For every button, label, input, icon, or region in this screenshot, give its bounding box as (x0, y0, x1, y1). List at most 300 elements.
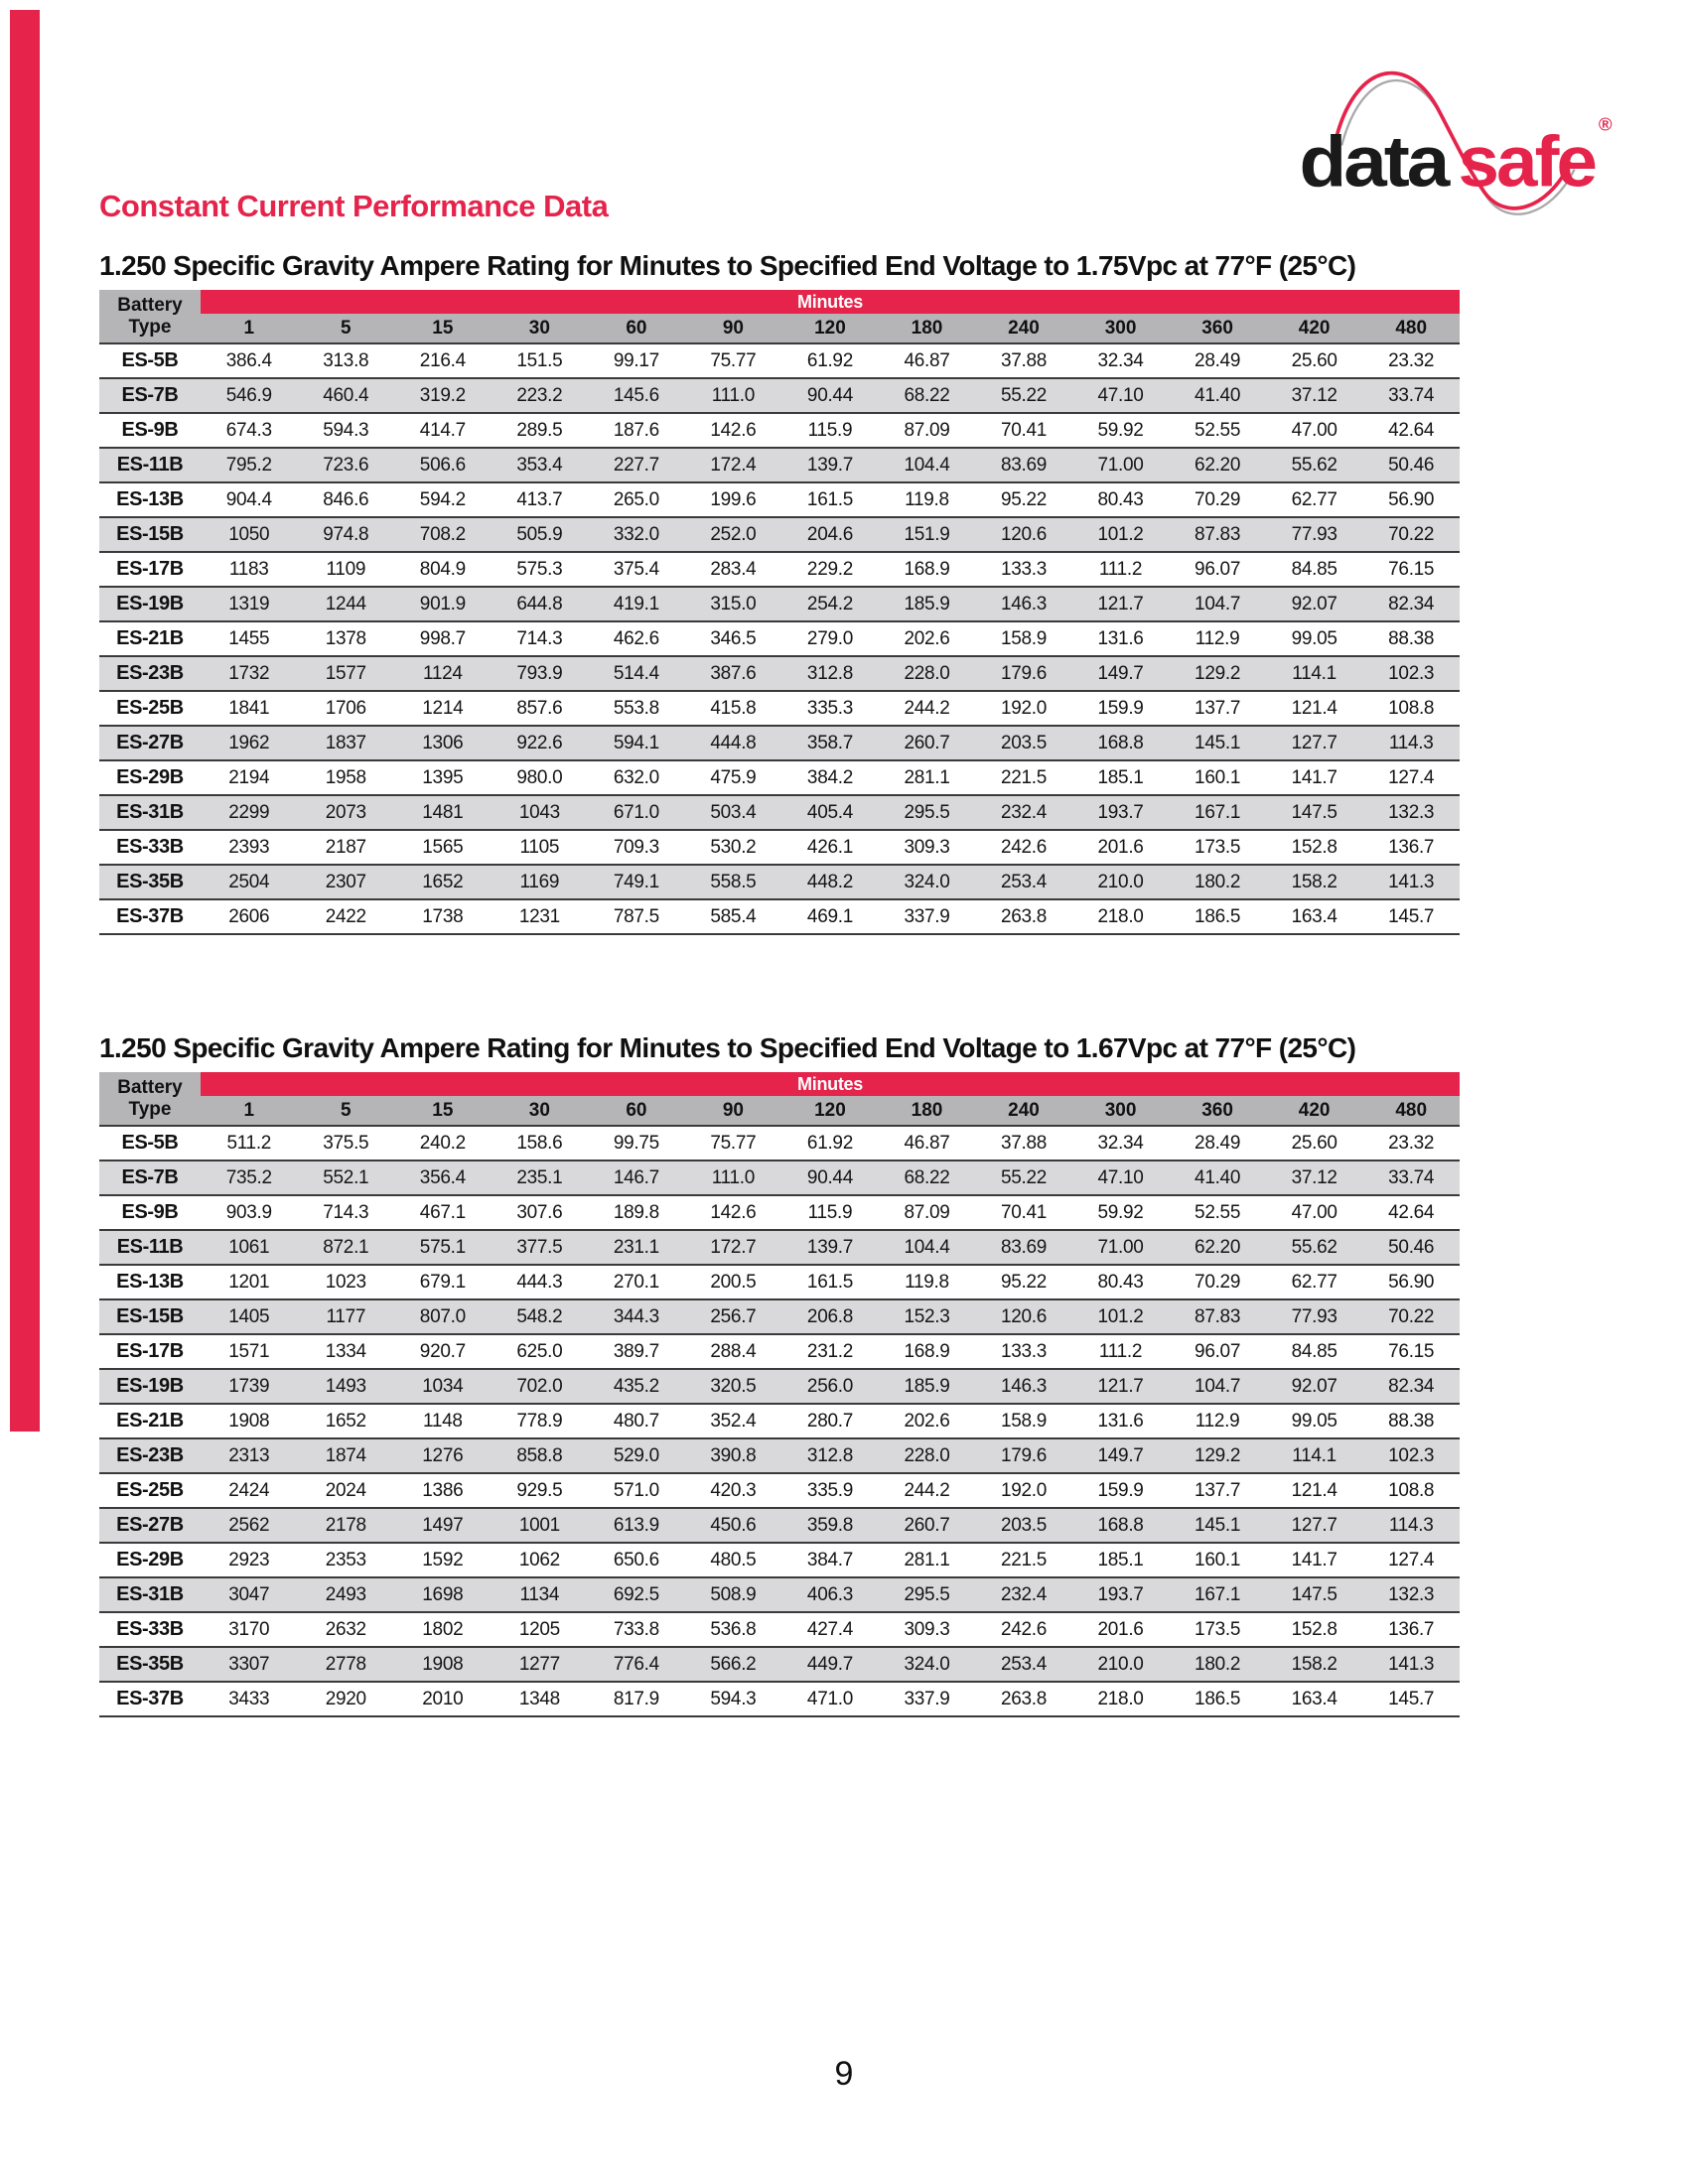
col-header-360-min: 360 (1169, 1096, 1266, 1126)
value-cell: 201.6 (1097, 836, 1144, 858)
value-cell: 594.1 (613, 732, 659, 753)
table-row (99, 1230, 1460, 1265)
value-cell: 25.60 (1291, 349, 1337, 371)
col-header-15-min: 15 (394, 1096, 492, 1126)
value-cell: 356.4 (419, 1166, 466, 1188)
battery-type-cell: ES-37B (116, 1688, 184, 1709)
col-header-1-min: 1 (201, 314, 298, 343)
value-cell: 444.8 (710, 732, 757, 753)
value-cell: 256.0 (806, 1375, 853, 1397)
value-cell: 180.2 (1195, 1653, 1241, 1675)
table-row (99, 1682, 1460, 1716)
value-cell: 192.0 (1000, 1479, 1048, 1501)
battery-type-cell: ES-25B (116, 697, 184, 719)
battery-type-header (99, 290, 201, 343)
col-header-180-min: 180 (879, 1096, 976, 1126)
value-cell: 172.4 (710, 454, 757, 476)
header-row-group (99, 290, 1460, 314)
table-row (99, 1577, 1460, 1612)
value-cell: 1405 (228, 1305, 270, 1327)
value-cell: 179.6 (1000, 1444, 1048, 1466)
value-cell: 131.6 (1097, 1410, 1144, 1432)
value-cell: 101.2 (1097, 523, 1144, 545)
value-cell: 929.5 (516, 1479, 563, 1501)
value-cell: 23.32 (1388, 1132, 1435, 1154)
value-cell: 858.8 (516, 1444, 563, 1466)
value-cell: 980.0 (516, 766, 563, 788)
value-cell: 33.74 (1388, 1166, 1435, 1188)
value-cell: 471.0 (806, 1688, 853, 1709)
table-row (99, 865, 1460, 899)
value-cell: 47.00 (1291, 419, 1337, 441)
value-cell: 1134 (519, 1583, 560, 1605)
value-cell: 2632 (325, 1618, 366, 1640)
value-cell: 692.5 (613, 1583, 659, 1605)
value-cell: 71.00 (1097, 1236, 1144, 1258)
value-cell: 119.8 (905, 488, 949, 510)
value-cell: 553.8 (613, 697, 659, 719)
value-cell: 111.0 (711, 384, 756, 406)
value-cell: 1837 (325, 732, 366, 753)
table-row (99, 517, 1460, 552)
value-cell: 141.7 (1291, 1549, 1337, 1570)
col-header-240-min: 240 (975, 314, 1072, 343)
value-cell: 25.60 (1291, 1132, 1337, 1154)
col-header-5-min: 5 (298, 1096, 395, 1126)
value-cell: 96.07 (1195, 558, 1241, 580)
value-cell: 575.3 (516, 558, 563, 580)
value-cell: 974.8 (323, 523, 369, 545)
performance-table-167vpc (99, 1072, 1460, 1717)
value-cell: 2194 (228, 766, 270, 788)
col-header-300-min: 300 (1072, 1096, 1170, 1126)
value-cell: 76.15 (1388, 558, 1435, 580)
table-row (99, 1508, 1460, 1543)
value-cell: 1148 (422, 1410, 463, 1432)
battery-type-cell: ES-11B (116, 1236, 184, 1258)
value-cell: 548.2 (516, 1305, 563, 1327)
value-cell: 59.92 (1097, 419, 1144, 441)
value-cell: 52.55 (1195, 419, 1241, 441)
value-cell: 52.55 (1195, 1201, 1241, 1223)
value-cell: 142.6 (710, 419, 757, 441)
value-cell: 1201 (228, 1271, 270, 1293)
value-cell: 536.8 (710, 1618, 757, 1640)
value-cell: 37.88 (1000, 1132, 1048, 1154)
value-cell: 312.8 (806, 662, 853, 684)
page-number: 9 (834, 2055, 854, 2093)
value-cell: 1395 (422, 766, 464, 788)
value-cell: 920.7 (419, 1340, 466, 1362)
value-cell: 242.6 (1000, 836, 1048, 858)
value-cell: 206.8 (806, 1305, 853, 1327)
value-cell: 158.9 (1000, 627, 1048, 649)
table-row (99, 795, 1460, 830)
value-cell: 1306 (422, 732, 464, 753)
value-cell: 172.7 (710, 1236, 757, 1258)
value-cell: 235.1 (516, 1166, 563, 1188)
value-cell: 111.0 (711, 1166, 756, 1188)
value-cell: 613.9 (613, 1514, 659, 1536)
value-cell: 87.09 (904, 1201, 950, 1223)
value-cell: 263.8 (1000, 905, 1048, 927)
value-cell: 390.8 (710, 1444, 757, 1466)
table-row (99, 1438, 1460, 1473)
value-cell: 83.69 (1000, 1236, 1048, 1258)
value-cell: 55.22 (1000, 384, 1048, 406)
value-cell: 1739 (228, 1375, 270, 1397)
value-cell: 112.9 (1195, 1410, 1240, 1432)
value-cell: 1908 (422, 1653, 464, 1675)
value-cell: 137.7 (1195, 1479, 1241, 1501)
value-cell: 161.5 (806, 488, 853, 510)
value-cell: 375.4 (613, 558, 659, 580)
value-cell: 84.85 (1291, 558, 1337, 580)
value-cell: 185.9 (904, 1375, 950, 1397)
value-cell: 121.7 (1097, 1375, 1144, 1397)
value-cell: 872.1 (323, 1236, 369, 1258)
value-cell: 80.43 (1097, 488, 1144, 510)
value-cell: 187.6 (613, 419, 659, 441)
value-cell: 309.3 (904, 1618, 950, 1640)
value-cell: 1592 (422, 1549, 464, 1570)
value-cell: 449.7 (806, 1653, 853, 1675)
table-row (99, 1612, 1460, 1647)
value-cell: 136.7 (1388, 1618, 1435, 1640)
value-cell: 201.6 (1097, 1618, 1144, 1640)
battery-type-cell: ES-33B (116, 1618, 184, 1640)
value-cell: 87.83 (1195, 1305, 1241, 1327)
value-cell: 227.7 (613, 454, 659, 476)
table-row (99, 1404, 1460, 1438)
table-row (99, 1334, 1460, 1369)
value-cell: 42.64 (1388, 1201, 1435, 1223)
battery-type-cell: ES-37B (116, 905, 184, 927)
battery-type-cell: ES-19B (116, 593, 184, 614)
value-cell: 32.34 (1097, 1132, 1144, 1154)
value-cell: 733.8 (613, 1618, 659, 1640)
value-cell: 185.1 (1097, 1549, 1144, 1570)
value-cell: 625.0 (516, 1340, 563, 1362)
col-header-90-min: 90 (685, 314, 782, 343)
battery-type-cell: ES-29B (116, 1549, 184, 1570)
value-cell: 288.4 (710, 1340, 757, 1362)
value-cell: 353.4 (516, 454, 563, 476)
value-cell: 632.0 (613, 766, 659, 788)
battery-type-cell: ES-15B (116, 523, 184, 545)
battery-type-cell: ES-11B (116, 454, 184, 476)
header-row-columns (99, 1096, 1460, 1126)
value-cell: 511.2 (226, 1132, 272, 1154)
value-cell: 75.77 (710, 349, 757, 371)
value-cell: 2313 (228, 1444, 270, 1466)
value-cell: 253.4 (1000, 1653, 1048, 1675)
value-cell: 807.0 (419, 1305, 466, 1327)
value-cell: 2178 (325, 1514, 366, 1536)
value-cell: 231.2 (806, 1340, 853, 1362)
value-cell: 203.5 (1000, 732, 1048, 753)
value-cell: 55.62 (1291, 1236, 1337, 1258)
value-cell: 75.77 (710, 1132, 757, 1154)
col-header-120-min: 120 (781, 1096, 879, 1126)
value-cell: 173.5 (1195, 1618, 1241, 1640)
value-cell: 101.2 (1097, 1305, 1144, 1327)
logo-word-data: data (1299, 121, 1452, 203)
value-cell: 203.5 (1000, 1514, 1048, 1536)
value-cell: 61.92 (806, 349, 853, 371)
battery-type-cell: ES-15B (116, 1305, 184, 1327)
value-cell: 1105 (519, 836, 560, 858)
battery-type-cell: ES-35B (116, 1653, 184, 1675)
value-cell: 82.34 (1388, 1375, 1435, 1397)
value-cell: 149.7 (1097, 1444, 1144, 1466)
value-cell: 1319 (228, 593, 270, 614)
value-cell: 185.9 (904, 593, 950, 614)
value-cell: 671.0 (613, 801, 659, 823)
value-cell: 42.64 (1388, 419, 1435, 441)
value-cell: 127.7 (1291, 732, 1337, 753)
value-cell: 111.2 (1098, 1340, 1143, 1362)
value-cell: 1874 (325, 1444, 366, 1466)
value-cell: 152.8 (1291, 1618, 1337, 1640)
value-cell: 167.1 (1195, 801, 1241, 823)
table-row (99, 482, 1460, 517)
value-cell: 159.9 (1097, 697, 1144, 719)
value-cell: 281.1 (904, 1549, 950, 1570)
value-cell: 2504 (228, 871, 270, 892)
value-cell: 152.8 (1291, 836, 1337, 858)
table-title: 1.250 Specific Gravity Ampere Rating for Minutes to Specified End Voltage to 1.75Vpc at 77°F (25°C) (99, 250, 1356, 281)
header-row-columns (99, 314, 1460, 343)
table-row (99, 413, 1460, 448)
value-cell: 575.1 (419, 1236, 466, 1258)
value-cell: 229.2 (806, 558, 853, 580)
value-cell: 281.1 (904, 766, 950, 788)
value-cell: 146.3 (1000, 1375, 1048, 1397)
value-cell: 28.49 (1195, 1132, 1241, 1154)
value-cell: 186.5 (1195, 1688, 1241, 1709)
value-cell: 129.2 (1195, 1444, 1241, 1466)
value-cell: 28.49 (1195, 349, 1241, 371)
value-cell: 37.88 (1000, 349, 1048, 371)
value-cell: 193.7 (1097, 1583, 1144, 1605)
value-cell: 714.3 (516, 627, 563, 649)
table-row (99, 760, 1460, 795)
value-cell: 571.0 (613, 1479, 659, 1501)
value-cell: 158.2 (1291, 1653, 1337, 1675)
value-cell: 846.6 (323, 488, 369, 510)
value-cell: 90.44 (806, 1166, 853, 1188)
table-row (99, 1543, 1460, 1577)
value-cell: 460.4 (323, 384, 369, 406)
value-cell: 1962 (228, 732, 270, 753)
table-row (99, 378, 1460, 413)
table-row (99, 621, 1460, 656)
value-cell: 414.7 (419, 419, 466, 441)
value-cell: 104.7 (1195, 1375, 1241, 1397)
value-cell: 1802 (422, 1618, 464, 1640)
value-cell: 47.10 (1097, 384, 1144, 406)
value-cell: 221.5 (1000, 766, 1048, 788)
battery-type-cell: ES-9B (121, 1201, 179, 1223)
battery-type-cell: ES-13B (116, 488, 184, 510)
battery-type-cell: ES-25B (116, 1479, 184, 1501)
value-cell: 1481 (422, 801, 464, 823)
value-cell: 152.3 (904, 1305, 950, 1327)
value-cell: 1244 (325, 593, 366, 614)
value-cell: 80.43 (1097, 1271, 1144, 1293)
value-cell: 1386 (422, 1479, 464, 1501)
value-cell: 320.5 (710, 1375, 757, 1397)
value-cell: 735.2 (225, 1166, 272, 1188)
value-cell: 1378 (325, 627, 366, 649)
table-row (99, 552, 1460, 587)
value-cell: 260.7 (904, 732, 950, 753)
value-cell: 55.22 (1000, 1166, 1048, 1188)
value-cell: 448.2 (806, 871, 853, 892)
col-header-60-min: 60 (588, 314, 685, 343)
value-cell: 450.6 (710, 1514, 757, 1536)
value-cell: 776.4 (613, 1653, 659, 1675)
table-row (99, 899, 1460, 934)
value-cell: 1205 (518, 1618, 560, 1640)
value-cell: 70.29 (1195, 1271, 1241, 1293)
battery-type-cell: ES-7B (121, 384, 179, 406)
battery-type-cell: ES-27B (116, 1514, 184, 1536)
value-cell: 462.6 (613, 627, 659, 649)
value-cell: 139.7 (806, 454, 853, 476)
value-cell: 444.3 (516, 1271, 563, 1293)
value-cell: 111.2 (1098, 558, 1143, 580)
value-cell: 88.38 (1388, 1410, 1435, 1432)
table-section-167vpc (99, 1032, 1462, 1717)
value-cell: 46.87 (904, 1132, 950, 1154)
value-cell: 1276 (422, 1444, 464, 1466)
value-cell: 218.0 (1097, 1688, 1144, 1709)
value-cell: 32.34 (1097, 349, 1144, 371)
value-cell: 508.9 (710, 1583, 757, 1605)
value-cell: 346.5 (710, 627, 757, 649)
value-cell: 145.1 (1195, 732, 1241, 753)
value-cell: 1062 (518, 1549, 560, 1570)
value-cell: 903.9 (225, 1201, 272, 1223)
value-cell: 114.1 (1292, 662, 1336, 684)
value-cell: 228.0 (904, 662, 950, 684)
table-row (99, 1265, 1460, 1299)
value-cell: 359.8 (806, 1514, 853, 1536)
value-cell: 223.2 (516, 384, 563, 406)
value-cell: 674.3 (225, 419, 272, 441)
value-cell: 2424 (228, 1479, 270, 1501)
value-cell: 1493 (325, 1375, 366, 1397)
value-cell: 114.3 (1388, 732, 1434, 753)
value-cell: 708.2 (419, 523, 466, 545)
value-cell: 1169 (519, 871, 560, 892)
value-cell: 46.87 (904, 349, 950, 371)
value-cell: 1050 (228, 523, 270, 545)
value-cell: 145.7 (1388, 1688, 1435, 1709)
value-cell: 480.5 (710, 1549, 757, 1570)
value-cell: 263.8 (1000, 1688, 1048, 1709)
value-cell: 115.9 (807, 1201, 853, 1223)
value-cell: 62.20 (1195, 1236, 1241, 1258)
value-cell: 2562 (228, 1514, 270, 1536)
value-cell: 161.5 (806, 1271, 853, 1293)
battery-type-cell: ES-17B (116, 558, 184, 580)
value-cell: 147.5 (1291, 801, 1337, 823)
value-cell: 3433 (228, 1688, 270, 1709)
value-cell: 1841 (228, 697, 270, 719)
value-cell: 2307 (325, 871, 366, 892)
col-header-15-min: 15 (394, 314, 492, 343)
value-cell: 108.8 (1388, 1479, 1435, 1501)
value-cell: 1706 (325, 697, 366, 719)
value-cell: 2920 (325, 1688, 366, 1709)
value-cell: 216.4 (419, 349, 466, 371)
value-cell: 313.8 (323, 349, 369, 371)
logo-registered-mark: ® (1598, 113, 1610, 135)
left-accent-bar (10, 10, 40, 1432)
value-cell: 151.9 (904, 523, 950, 545)
value-cell: 426.1 (806, 836, 853, 858)
value-cell: 145.1 (1195, 1514, 1241, 1536)
value-cell: 242.6 (1000, 1618, 1048, 1640)
value-cell: 114.3 (1388, 1514, 1434, 1536)
value-cell: 70.22 (1388, 1305, 1435, 1327)
value-cell: 47.00 (1291, 1201, 1337, 1223)
value-cell: 121.4 (1291, 1479, 1337, 1501)
value-cell: 469.1 (806, 905, 853, 927)
value-cell: 76.15 (1388, 1340, 1435, 1362)
table-row (99, 1299, 1460, 1334)
table-row (99, 1369, 1460, 1404)
value-cell: 506.6 (419, 454, 466, 476)
value-cell: 221.5 (1000, 1549, 1048, 1570)
value-cell: 133.3 (1000, 1340, 1048, 1362)
value-cell: 114.1 (1292, 1444, 1336, 1466)
value-cell: 37.12 (1291, 1166, 1337, 1188)
table-row (99, 1473, 1460, 1508)
value-cell: 102.3 (1388, 1444, 1435, 1466)
table-row (99, 726, 1460, 760)
value-cell: 121.4 (1291, 697, 1337, 719)
battery-type-cell: ES-19B (116, 1375, 184, 1397)
value-cell: 566.2 (710, 1653, 757, 1675)
value-cell: 127.7 (1291, 1514, 1337, 1536)
table-row (99, 1160, 1460, 1195)
value-cell: 146.7 (613, 1166, 659, 1188)
value-cell: 108.8 (1388, 697, 1435, 719)
value-cell: 904.4 (225, 488, 272, 510)
value-cell: 377.5 (516, 1236, 563, 1258)
value-cell: 337.9 (904, 905, 950, 927)
value-cell: 319.2 (419, 384, 466, 406)
value-cell: 1043 (518, 801, 560, 823)
value-cell: 384.2 (806, 766, 853, 788)
value-cell: 1109 (326, 558, 366, 580)
value-cell: 1698 (422, 1583, 464, 1605)
battery-type-cell: ES-35B (116, 871, 184, 892)
value-cell: 136.7 (1388, 836, 1435, 858)
value-cell: 231.1 (613, 1236, 659, 1258)
value-cell: 307.6 (516, 1201, 563, 1223)
battery-type-cell: ES-5B (121, 1132, 179, 1154)
value-cell: 160.1 (1195, 1549, 1241, 1570)
battery-type-cell: ES-13B (116, 1271, 184, 1293)
value-cell: 324.0 (904, 1653, 950, 1675)
value-cell: 83.69 (1000, 454, 1048, 476)
col-header-30-min: 30 (492, 1096, 589, 1126)
